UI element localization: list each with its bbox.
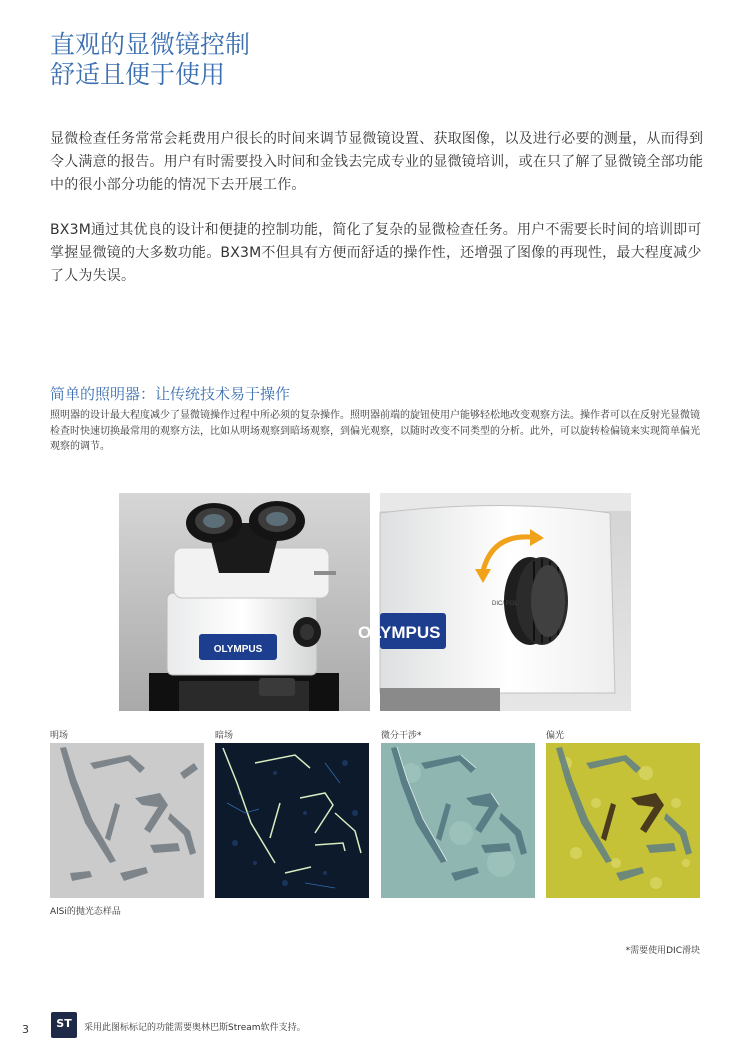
sample-caption: AlSi的抛光态样品 — [50, 907, 121, 917]
dic-footnote: *需要使用DIC滑块 — [625, 946, 700, 956]
illuminator-knob-photo — [358, 493, 631, 711]
darkfield-micrograph — [215, 743, 369, 898]
micrograph-label-darkfield: 暗场 — [215, 731, 234, 741]
microscope-photo — [119, 493, 370, 711]
micrograph-label-dic: 微分干涉* — [381, 731, 422, 741]
micrograph-label-brightfield: 明场 — [50, 731, 69, 741]
section-text: 照明器的设计最大程度减少了显微镜操作过程中所必须的复杂操作。照明器前端的旋钮使用户能够轻松地改变观察方法。操作者可以在反射光显微镜检查时快速切换最常用的观察方法，比如从明场观察到暗场观察，到偏光观察，以随时改变不同类型的分析。此外，可以旋转检偏镜来实现简单偏光观察的调节。 — [50, 410, 700, 452]
intro-paragraph-1: 显微检查任务常常会耗费用户很长的时间来调节显微镜设置、获取图像，以及进行必要的测量，从而得到令人满意的报告。用户有时需要投入时间和金钱去完成专业的显微镜培训，或在只了解了显微镜全部功能中的很小部分功能的情况下去开展工作。 — [50, 131, 704, 193]
brand-logo-partial: OLYMPUS — [358, 623, 441, 642]
title-line-1: 直观的显微镜控制 — [50, 30, 251, 59]
title-line-2: 舒适且便于使用 — [50, 60, 226, 89]
section-heading: 简单的照明器：让传统技术易于操作 — [50, 385, 291, 403]
footer-note: 采用此图标标记的功能需要奥林巴斯Stream软件支持。 — [84, 1023, 306, 1033]
brightfield-micrograph — [50, 743, 204, 898]
micrograph-label-polarized: 偏光 — [546, 731, 565, 741]
brand-logo: OLYMPUS — [213, 644, 263, 655]
page-number: 3 — [22, 1023, 29, 1036]
polarized-micrograph — [546, 743, 700, 898]
page-title — [50, 30, 250, 90]
stream-software-icon: ST — [51, 1012, 77, 1038]
knob-label: DIC/ POL — [492, 601, 518, 607]
dic-micrograph — [381, 743, 535, 898]
intro-paragraph-2: BX3M通过其优良的设计和便捷的控制功能，简化了复杂的显微检查任务。用户不需要长时间的培训即可掌握显微镜的大多数功能。BX3M不但具有方便而舒适的操作性，还增强了图像的再现性，最大程度减少了人为失误。 — [50, 222, 702, 284]
